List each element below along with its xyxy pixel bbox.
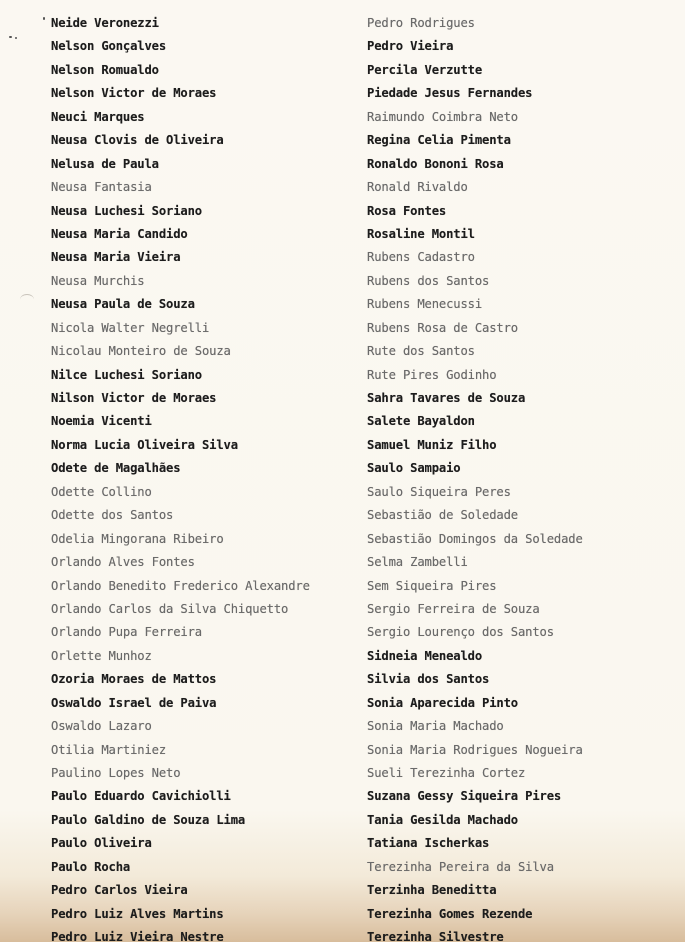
name-entry: Suzana Gessy Siqueira Pires bbox=[367, 789, 562, 804]
name-entry: Nelson Victor de Moraes bbox=[51, 86, 217, 101]
name-entry: Neusa Murchis bbox=[51, 273, 145, 288]
name-entry: Rosaline Montil bbox=[367, 226, 475, 241]
name-entry: Silvia dos Santos bbox=[367, 672, 490, 687]
name-entry: Sidneia Menealdo bbox=[367, 648, 482, 663]
name-entry: Terzinha Beneditta bbox=[367, 883, 497, 898]
name-entry: Odette Collino bbox=[51, 484, 152, 499]
name-entry: Orlando Carlos da Silva Chiquetto bbox=[51, 601, 289, 616]
name-entry: Orlando Alves Fontes bbox=[51, 555, 195, 570]
name-entry: Ozoria Moraes de Mattos bbox=[51, 672, 217, 687]
name-entry: Neide Veronezzi bbox=[51, 16, 159, 30]
name-entry: Neusa Paula de Souza bbox=[51, 297, 195, 312]
name-entry: Ronaldo Bononi Rosa bbox=[367, 156, 504, 171]
name-entry: Rute Pires Godinho bbox=[367, 367, 497, 382]
name-entry: Orlando Pupa Ferreira bbox=[51, 625, 202, 640]
name-entry: Oswaldo Lazaro bbox=[51, 719, 152, 734]
name-entry: Orlette Munhoz bbox=[51, 648, 152, 663]
names-column-right bbox=[367, 12, 677, 942]
name-entry: Piedade Jesus Fernandes bbox=[367, 86, 533, 101]
name-entry: Terezinha Silvestre bbox=[367, 930, 504, 942]
name-entry: Neusa Luchesi Soriano bbox=[51, 203, 202, 218]
name-entry: Samuel Muniz Filho bbox=[367, 437, 497, 452]
name-entry: Percila Verzutte bbox=[367, 62, 482, 77]
name-entry: Sem Siqueira Pires bbox=[367, 578, 497, 593]
name-entry: Tatiana Ischerkas bbox=[367, 836, 490, 851]
name-entry: Sebastião Domingos da Soledade bbox=[367, 531, 583, 546]
name-entry: Odete de Magalhães bbox=[51, 461, 181, 476]
name-entry: Rute dos Santos bbox=[367, 344, 475, 359]
name-entry: Neusa Maria Candido bbox=[51, 226, 188, 241]
name-entry: Rosa Fontes bbox=[367, 203, 447, 218]
name-entry: Terezinha Pereira da Silva bbox=[367, 859, 554, 874]
name-entry: Neusa Clovis de Oliveira bbox=[51, 133, 224, 148]
name-entry: Sebastião de Soledade bbox=[367, 508, 518, 523]
name-entry: Nilson Victor de Moraes bbox=[51, 391, 217, 405]
name-entry: Selma Zambelli bbox=[367, 555, 468, 570]
name-entry: Pedro Luiz Alves Martins bbox=[51, 906, 224, 921]
name-entry: Saulo Siqueira Peres bbox=[367, 484, 511, 499]
ink-speck bbox=[43, 17, 45, 20]
name-entry: Sergio Lourenço dos Santos bbox=[367, 625, 554, 640]
name-entry: Saulo Sampaio bbox=[367, 461, 461, 476]
name-entry: Rubens Rosa de Castro bbox=[367, 320, 518, 335]
name-entry: Neuci Marques bbox=[51, 109, 145, 124]
name-entry: Sergio Ferreira de Souza bbox=[367, 601, 540, 616]
name-entry: Paulo Eduardo Cavichiolli bbox=[51, 789, 231, 804]
name-entry: Raimundo Coimbra Neto bbox=[367, 109, 518, 124]
name-entry: Terezinha Gomes Rezende bbox=[367, 906, 533, 921]
name-entry: Sonia Aparecida Pinto bbox=[367, 695, 518, 710]
name-entry: Norma Lucia Oliveira Silva bbox=[51, 437, 238, 452]
name-entry: Sueli Terezinha Cortez bbox=[367, 766, 526, 780]
name-entry: Rubens dos Santos bbox=[367, 273, 490, 288]
name-entry: Odelia Mingorana Ribeiro bbox=[51, 531, 224, 546]
name-entry: Otilia Martiniez bbox=[51, 742, 166, 757]
name-entry: Ronald Rivaldo bbox=[367, 180, 468, 195]
name-entry: Oswaldo Israel de Paiva bbox=[51, 695, 217, 710]
name-entry: Pedro Luiz Vieira Nestre bbox=[51, 930, 224, 942]
paper-scuff bbox=[20, 294, 34, 305]
name-entry: Nicola Walter Negrelli bbox=[51, 320, 210, 335]
name-entry: Tania Gesilda Machado bbox=[367, 812, 518, 827]
name-entry: Pedro Rodrigues bbox=[367, 16, 475, 30]
name-entry: Neusa Maria Vieira bbox=[51, 250, 181, 265]
name-entry: Pedro Carlos Vieira bbox=[51, 883, 188, 898]
name-entry: Odette dos Santos bbox=[51, 508, 174, 523]
name-entry: Sonia Maria Rodrigues Nogueira bbox=[367, 742, 583, 757]
name-entry: Nilce Luchesi Soriano bbox=[51, 367, 202, 382]
name-entry: Paulo Galdino de Souza Lima bbox=[51, 812, 246, 827]
name-entry: Regina Celia Pimenta bbox=[367, 133, 511, 148]
name-entry: Salete Bayaldon bbox=[367, 414, 475, 429]
name-entry: Sonia Maria Machado bbox=[367, 719, 504, 734]
name-entry: Orlando Benedito Frederico Alexandre bbox=[51, 578, 310, 593]
ink-speck bbox=[15, 37, 17, 39]
name-entry: Noemia Vicenti bbox=[51, 414, 152, 429]
name-entry: Nicolau Monteiro de Souza bbox=[51, 344, 231, 359]
ink-speck bbox=[9, 36, 12, 38]
name-entry: Rubens Menecussi bbox=[367, 297, 482, 312]
names-column-left bbox=[51, 12, 351, 942]
name-entry: Nelusa de Paula bbox=[51, 156, 159, 171]
name-entry: Sahra Tavares de Souza bbox=[367, 391, 526, 405]
name-entry: Neusa Fantasia bbox=[51, 180, 152, 195]
name-entry: Rubens Cadastro bbox=[367, 250, 475, 265]
name-entry: Nelson Gonçalves bbox=[51, 39, 166, 54]
name-entry: Paulo Oliveira bbox=[51, 836, 152, 851]
name-entry: Pedro Vieira bbox=[367, 39, 454, 54]
name-entry: Nelson Romualdo bbox=[51, 62, 159, 77]
name-entry: Paulo Rocha bbox=[51, 859, 131, 874]
name-entry: Paulino Lopes Neto bbox=[51, 766, 181, 780]
